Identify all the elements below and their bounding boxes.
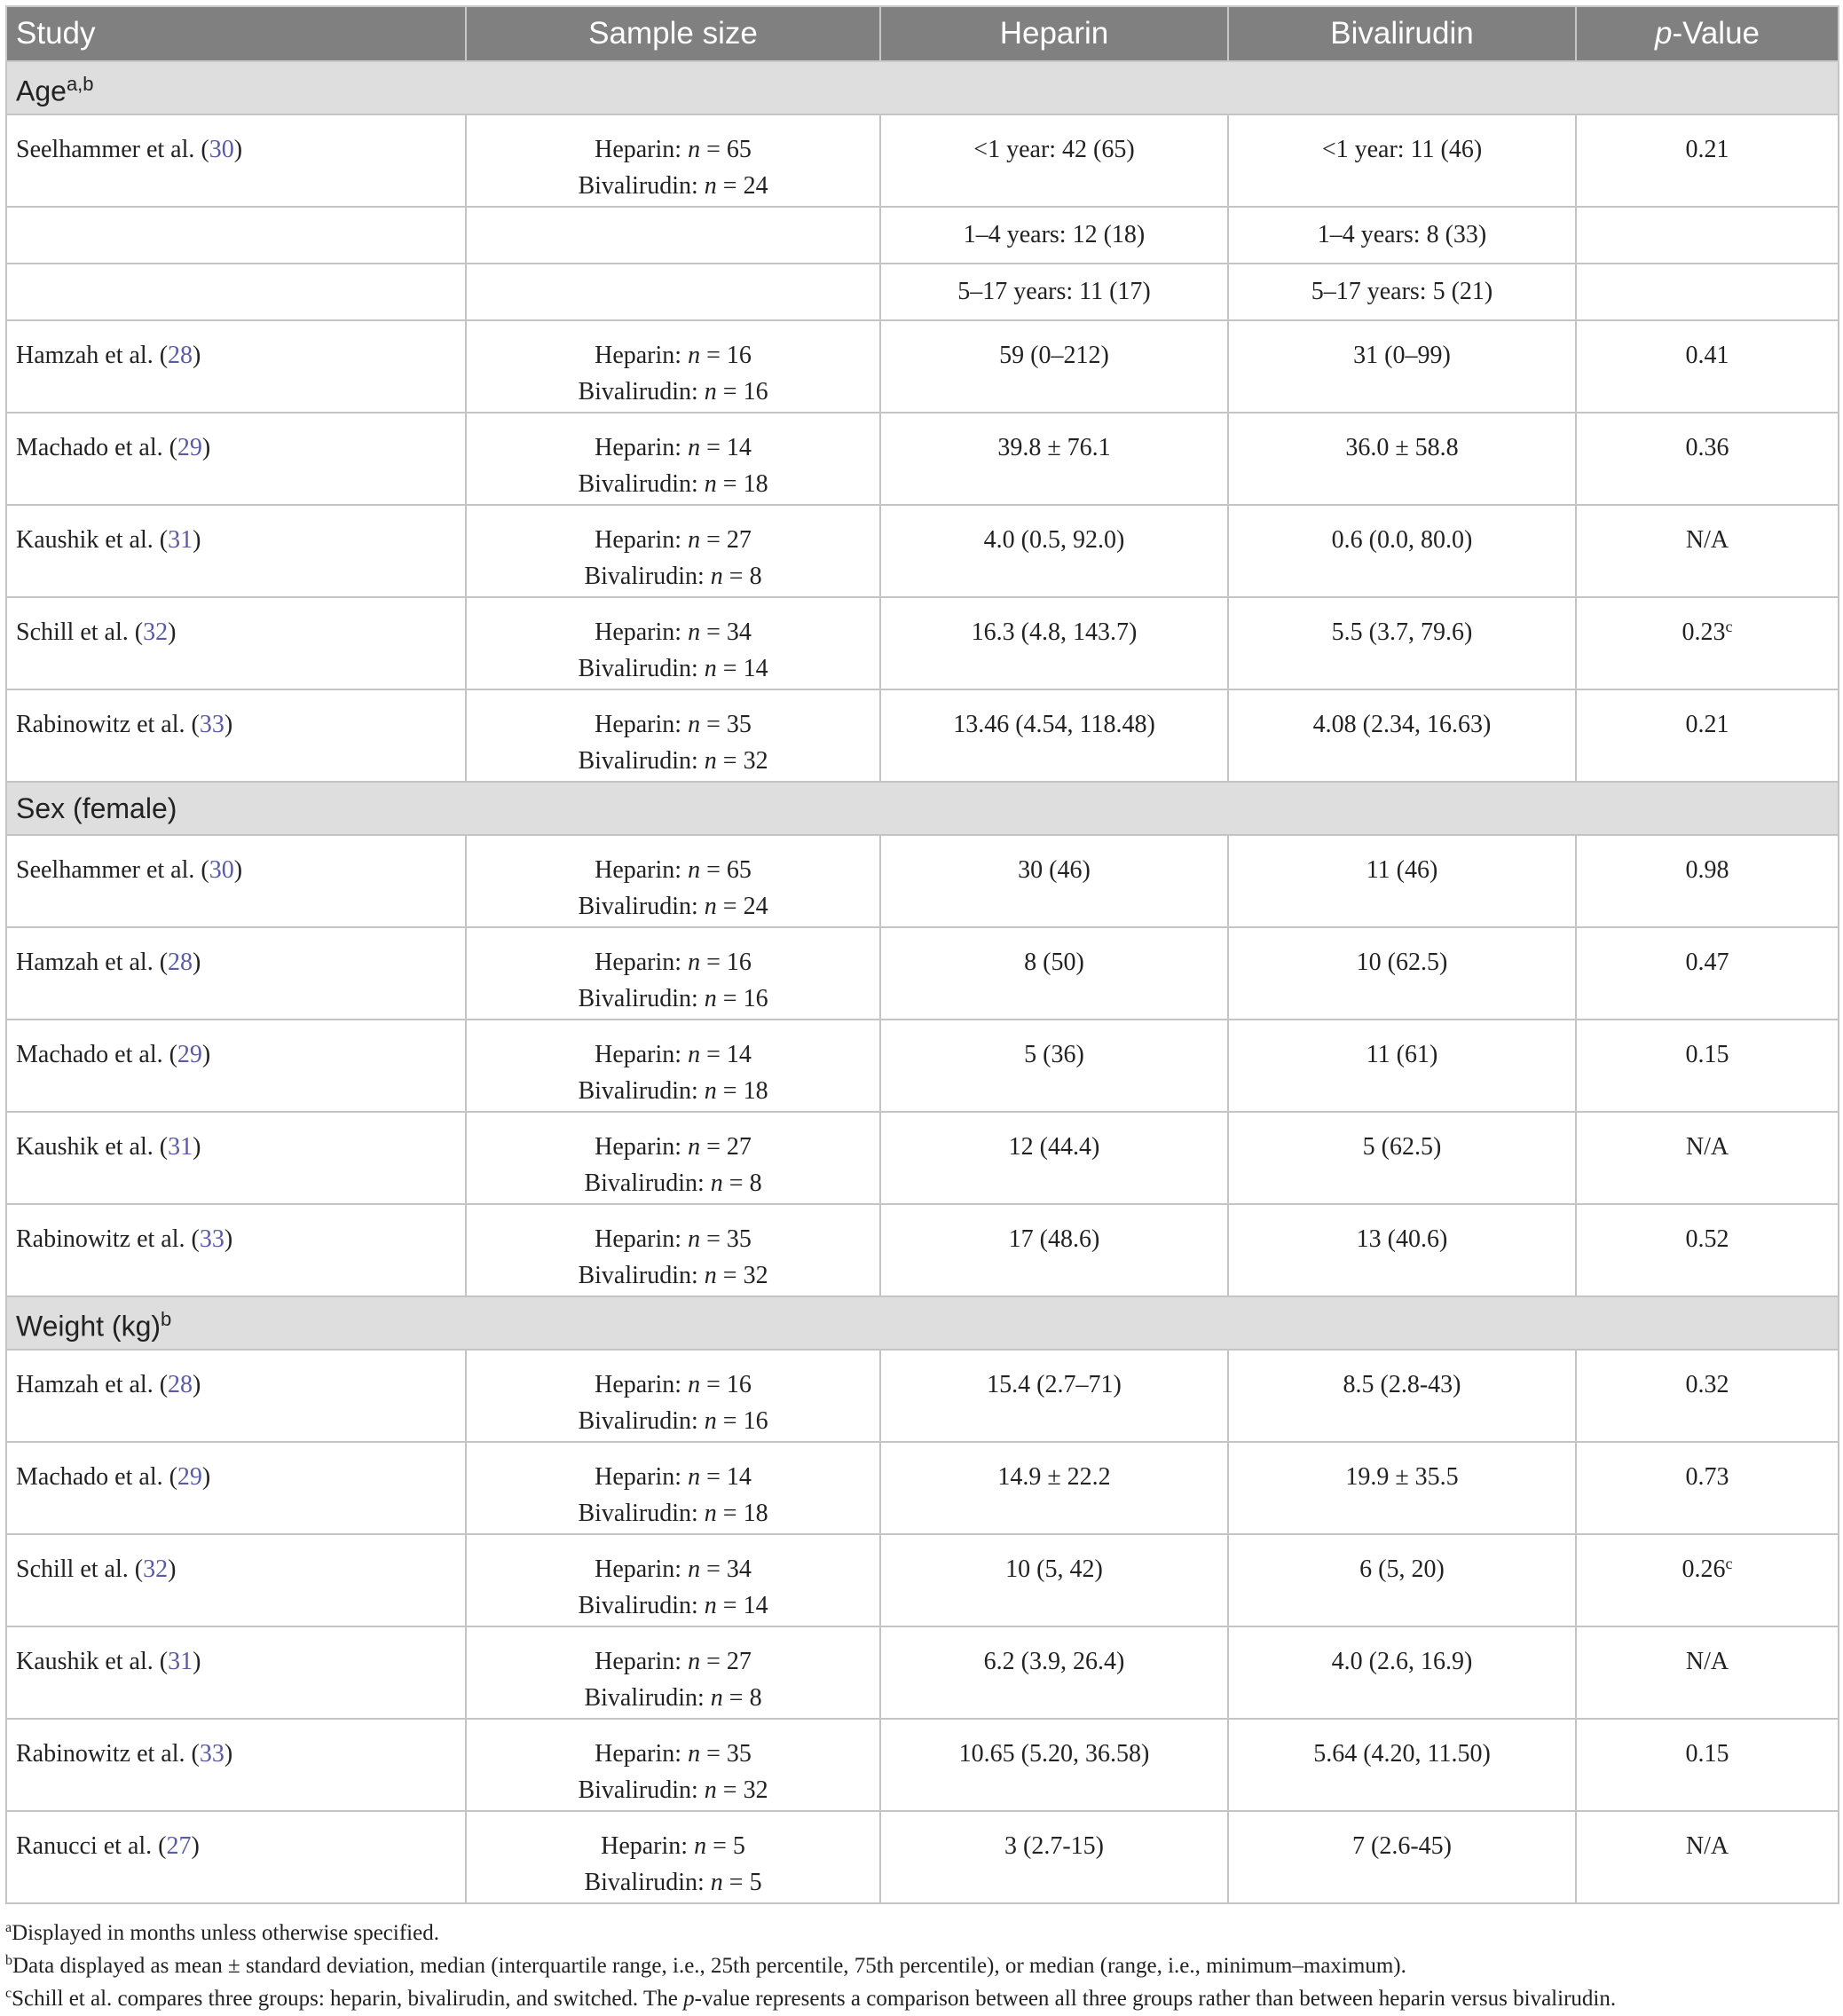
results-table	[5, 5, 1839, 1904]
table-row: Seelhammer et al. (30) Heparin: n = 65 Bivalirudin: n = 24 <1 year: 42 (65) <1 year: 11 (46) 0.21	[6, 114, 1839, 207]
reference-link[interactable]: 33	[199, 1740, 224, 1768]
reference-link[interactable]: 31	[168, 1133, 193, 1161]
table-row: Kaushik et al. (31) Heparin: n = 27 Bivalirudin: n = 8 4.0 (0.5, 92.0) 0.6 (0.0, 80.0) N/A	[6, 505, 1839, 597]
footnote-mark: a,b	[66, 73, 94, 96]
table-row: Rabinowitz et al. (33) Heparin: n = 35 Bivalirudin: n = 32 10.65 (5.20, 36.58) 5.64 (4.20, 11.50) 0.15	[6, 1719, 1839, 1811]
footnote-a: $^a$Displayed in months unless otherwise specified.	[5, 1920, 439, 1945]
footnote-b: $^b$Data displayed as mean ± standard deviation, median (interquartile range, i.e., 25th percentile, 75th percentile), or median (range, i.e., minimum–maximum).	[5, 1953, 1406, 1978]
reference-link[interactable]: 30	[209, 856, 234, 884]
table-row: Machado et al. (29) Heparin: n = 14 Bivalirudin: n = 18 5 (36) 11 (61) 0.15	[6, 1020, 1839, 1112]
section-label: Age	[16, 75, 67, 107]
reference-link[interactable]: 32	[143, 1555, 169, 1583]
table-row: Kaushik et al. (31) Heparin: n = 27 Bivalirudin: n = 8 6.2 (3.9, 26.4) 4.0 (2.6, 16.9) N/A	[6, 1626, 1839, 1719]
results-table-container	[5, 5, 1838, 1904]
reference-link[interactable]: 28	[168, 1371, 193, 1398]
table-row: Schill et al. (32) Heparin: n = 34 Bivalirudin: n = 14 16.3 (4.8, 143.7) 5.5 (3.7, 79.6) 0.23$^c$	[6, 597, 1839, 689]
table-row: Hamzah et al. (28) Heparin: n = 16 Bivalirudin: n = 16 8 (50) 10 (62.5) 0.47	[6, 927, 1839, 1020]
reference-link[interactable]: 33	[199, 1225, 224, 1253]
footnote-c: $^c$Schill et al. compares three groups: heparin, bivalirudin, and switched. The p-value represents a comparison between all three groups rather than between heparin versus bivalirudin.	[5, 1986, 1617, 2011]
table-row: 1–4 years: 12 (18) 1–4 years: 8 (33)	[6, 207, 1839, 264]
reference-link[interactable]: 28	[168, 342, 193, 369]
table-row: 5–17 years: 11 (17) 5–17 years: 5 (21)	[6, 264, 1839, 320]
table-row: Kaushik et al. (31) Heparin: n = 27 Bivalirudin: n = 8 12 (44.4) 5 (62.5) N/A	[6, 1112, 1839, 1204]
header-study: Study	[6, 6, 466, 61]
section-label: Weight (kg)	[16, 1310, 161, 1343]
section-age	[6, 61, 1839, 114]
reference-link[interactable]: 29	[177, 1041, 202, 1068]
reference-link[interactable]: 28	[168, 949, 193, 976]
reference-link[interactable]: 30	[209, 136, 234, 163]
section-weight	[6, 1296, 1839, 1350]
header-row	[6, 6, 1839, 61]
table-row: Ranucci et al. (27) Heparin: n = 5 Bivalirudin: n = 5 3 (2.7-15) 7 (2.6-45) N/A	[6, 1811, 1839, 1903]
footnote-mark: c	[1725, 618, 1733, 635]
reference-link[interactable]: 31	[168, 1648, 193, 1675]
table-row: Hamzah et al. (28) Heparin: n = 16 Bivalirudin: n = 16 59 (0–212) 31 (0–99) 0.41	[6, 320, 1839, 413]
reference-link[interactable]: 27	[166, 1832, 192, 1860]
reference-link[interactable]: 33	[199, 711, 224, 738]
reference-link[interactable]: 31	[168, 526, 193, 554]
section-label: Sex (female)	[16, 791, 177, 824]
table-row: Machado et al. (29) Heparin: n = 14 Bivalirudin: n = 18 14.9 ± 22.2 19.9 ± 35.5 0.73	[6, 1442, 1839, 1534]
table-row: Rabinowitz et al. (33) Heparin: n = 35 Bivalirudin: n = 32 17 (48.6) 13 (40.6) 0.52	[6, 1204, 1839, 1296]
header-sample-size: Sample size	[466, 6, 880, 61]
reference-link[interactable]: 29	[177, 434, 202, 461]
section-sex	[6, 782, 1839, 835]
table-row: Seelhammer et al. (30) Heparin: n = 65 Bivalirudin: n = 24 30 (46) 11 (46) 0.98	[6, 835, 1839, 927]
header-bivalirudin: Bivalirudin	[1228, 6, 1576, 61]
footnote-mark: b	[161, 1308, 172, 1331]
table-row: Schill et al. (32) Heparin: n = 34 Bivalirudin: n = 14 10 (5, 42) 6 (5, 20) 0.26$^c$	[6, 1534, 1839, 1626]
header-p-value: p-Value	[1576, 6, 1839, 61]
reference-link[interactable]: 29	[177, 1463, 202, 1491]
header-heparin: Heparin	[880, 6, 1228, 61]
reference-link[interactable]: 32	[143, 618, 169, 646]
table-row: Machado et al. (29) Heparin: n = 14 Bivalirudin: n = 18 39.8 ± 76.1 36.0 ± 58.8 0.36	[6, 413, 1839, 505]
footnotes	[5, 1917, 1838, 2015]
table-row: Hamzah et al. (28) Heparin: n = 16 Bivalirudin: n = 16 15.4 (2.7–71) 8.5 (2.8-43) 0.32	[6, 1350, 1839, 1442]
table-row: Rabinowitz et al. (33) Heparin: n = 35 Bivalirudin: n = 32 13.46 (4.54, 118.48) 4.08 (2.34, 16.63) 0.21	[6, 689, 1839, 782]
footnote-mark: c	[1725, 1555, 1733, 1572]
